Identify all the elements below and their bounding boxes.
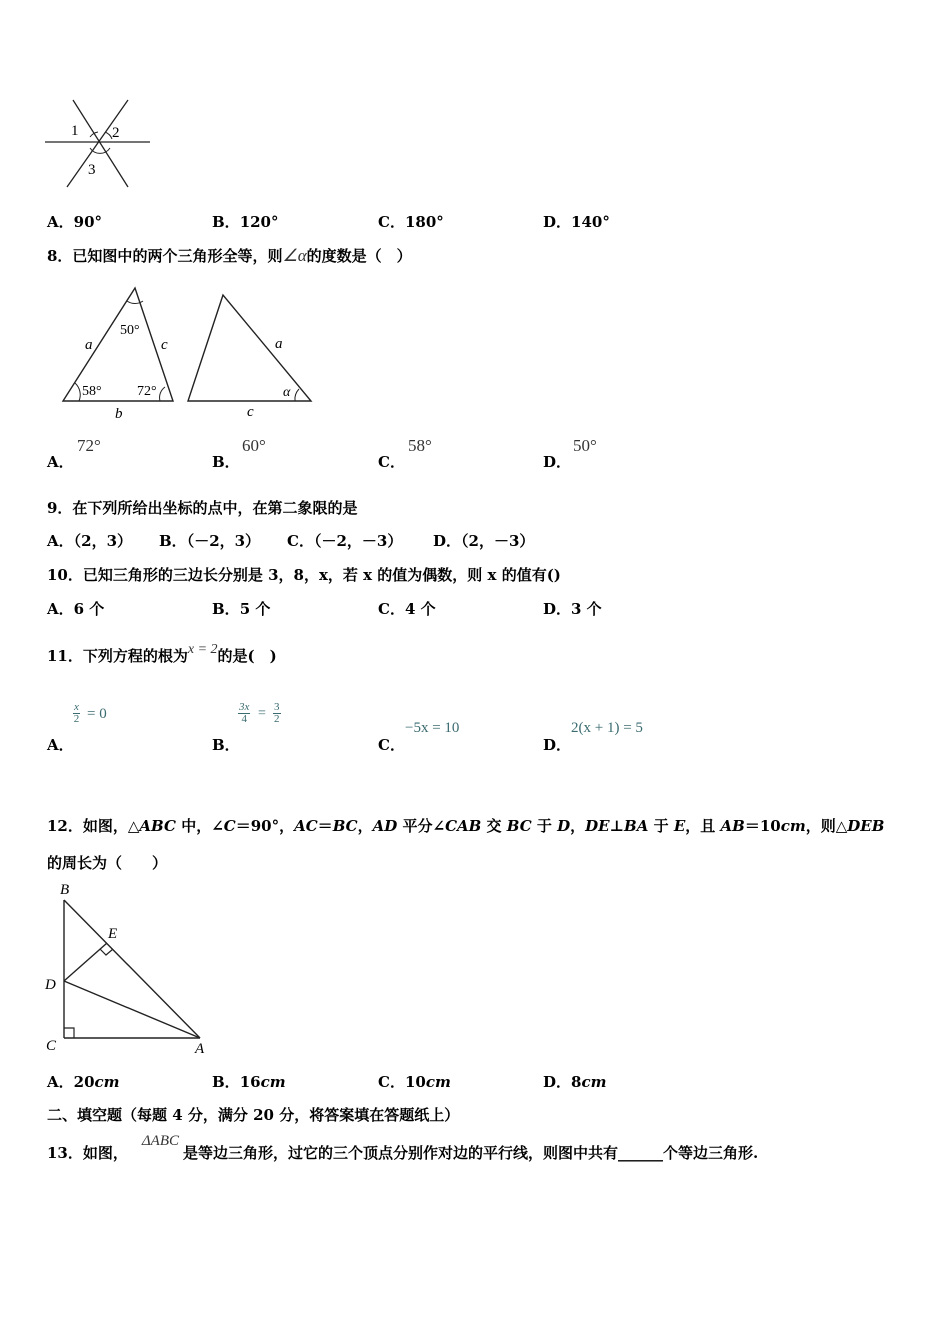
q8-tri1-angle-top: 50°	[120, 323, 140, 338]
option-letter: D．	[543, 1073, 572, 1091]
q11-stem-post: 的是( )	[217, 647, 277, 665]
option-number: 16	[239, 1073, 261, 1091]
q12-label-e: E	[108, 926, 118, 942]
q7-option-a[interactable]	[47, 211, 102, 232]
option-letter: A．	[47, 1073, 74, 1091]
q8-tri2-label-c: c	[247, 404, 254, 420]
q12-option-b[interactable]	[212, 1071, 286, 1092]
q11-d-equation: 2(x + 1) = 5	[571, 720, 643, 736]
q8-option-b[interactable]	[212, 436, 332, 471]
q11-b-fraction-left	[238, 702, 250, 725]
stem-part: DE	[585, 817, 610, 835]
fraction-numerator: 3x	[239, 701, 250, 713]
option-text: （2，3）	[73, 532, 133, 550]
q7-angle-figure	[40, 95, 160, 190]
stem-part: C	[223, 817, 236, 835]
stem-part: AD	[372, 817, 398, 835]
option-letter: B．	[212, 600, 240, 618]
q8-tri1-angle-right: 72°	[137, 384, 157, 399]
q13-stem-pre: 13．如图，	[47, 1144, 128, 1162]
option-text: 180°	[404, 213, 444, 231]
q11-b-equals: =	[258, 706, 266, 721]
q7-option-c[interactable]	[378, 211, 444, 232]
q11-stem	[47, 642, 277, 666]
stem-part: 中，∠	[175, 817, 224, 835]
section-2-heading: 二、填空题（每题 4 分，满分 20 分，将答案填在答题纸上）	[47, 1106, 460, 1124]
q8-option-c[interactable]	[378, 436, 498, 471]
fraction-numerator: 3	[274, 701, 280, 713]
q11-option-b[interactable]	[212, 700, 332, 754]
option-letter: C．	[378, 213, 405, 231]
stem-part: ，	[357, 817, 373, 835]
option-text: 140°	[571, 213, 610, 231]
q9-option-d[interactable]	[433, 530, 534, 551]
q7-option-b[interactable]	[212, 211, 279, 232]
option-unit: cm	[581, 1073, 607, 1091]
q8-triangles-figure	[55, 283, 320, 423]
option-letter: B．	[212, 736, 240, 754]
option-text: 3 个	[571, 600, 602, 618]
q12-stem-line1	[47, 815, 884, 836]
q12-label-a: A	[195, 1041, 205, 1057]
option-number: 8	[571, 1073, 582, 1091]
stem-part: ＝90°，	[235, 817, 295, 835]
q9-option-c[interactable]	[287, 530, 402, 551]
stem-part: ，则△	[805, 817, 848, 835]
q12-label-b: B	[60, 882, 70, 898]
q8-stem-math: ∠α	[282, 246, 307, 265]
stem-part: AB	[720, 817, 745, 835]
q10-option-a[interactable]	[47, 598, 104, 619]
stem-part: 交	[481, 817, 507, 835]
q10-option-d[interactable]	[543, 598, 602, 619]
option-letter: A．	[47, 453, 74, 471]
option-letter: B．	[159, 532, 187, 550]
option-letter: D．	[433, 532, 462, 550]
option-letter: A．	[47, 532, 74, 550]
q8-tri1-label-c: c	[161, 337, 168, 353]
fraction-numerator: x	[74, 701, 79, 713]
option-unit: cm	[425, 1073, 451, 1091]
option-number: 10	[404, 1073, 426, 1091]
q11-option-d[interactable]	[543, 700, 693, 754]
q11-a-fraction	[73, 702, 80, 725]
option-text: 4 个	[404, 600, 436, 618]
option-text: 90°	[73, 213, 103, 231]
stem-part: D	[557, 817, 571, 835]
q11-a-rest: = 0	[87, 706, 107, 722]
q8-stem	[47, 245, 412, 266]
q12-option-c[interactable]	[378, 1071, 451, 1092]
stem-part: ABC	[139, 817, 176, 835]
stem-part: DEB	[847, 817, 885, 835]
option-text: （－2，－3）	[313, 532, 403, 550]
q12-option-a[interactable]	[47, 1071, 120, 1092]
q8-tri2-label-alpha: α	[283, 385, 291, 400]
q10-option-b[interactable]	[212, 598, 270, 619]
q9-stem: 9．在下列所给出坐标的点中，在第二象限的是	[47, 499, 358, 517]
q9-option-b[interactable]	[159, 530, 260, 551]
option-unit: cm	[94, 1073, 120, 1091]
fraction-denominator: 2	[274, 713, 280, 725]
option-text: （－2，3）	[186, 532, 261, 550]
fraction-denominator: 2	[73, 713, 80, 725]
q12-label-d: D	[45, 977, 56, 993]
stem-part: ⊥	[609, 817, 625, 835]
option-letter: C．	[378, 1073, 405, 1091]
stem-part: BC	[506, 817, 532, 835]
stem-part: ，且	[685, 817, 721, 835]
q9-option-a[interactable]	[47, 530, 132, 551]
q7-label-3: 3	[88, 162, 96, 178]
stem-part: CAB	[445, 817, 482, 835]
fraction-denominator: 4	[241, 713, 247, 725]
q13-stem-math: ΔABC	[141, 1133, 180, 1149]
q12-stem-line2: 的周长为（ ）	[47, 854, 168, 872]
q12-triangle-figure	[40, 878, 215, 1058]
stem-part: ，	[570, 817, 586, 835]
q11-c-equation: −5x = 10	[405, 720, 460, 736]
option-text: 120°	[239, 213, 279, 231]
q8-tri2-label-a: a	[275, 336, 283, 352]
q11-stem-math: x = 2	[187, 642, 218, 657]
option-unit: cm	[260, 1073, 286, 1091]
q8-tri1-label-b: b	[115, 406, 123, 422]
q10-option-c[interactable]	[378, 598, 436, 619]
q8-tri1-label-a: a	[85, 337, 93, 353]
q7-label-2: 2	[112, 125, 120, 141]
q8-option-d[interactable]	[543, 436, 663, 471]
q8-option-a[interactable]	[47, 436, 167, 471]
stem-part: 12．如图，△	[47, 817, 140, 835]
option-letter: C．	[378, 600, 405, 618]
option-letter: A．	[47, 213, 74, 231]
q11-option-c[interactable]	[378, 700, 528, 754]
stem-part: cm	[780, 817, 806, 835]
option-letter: B．	[212, 453, 240, 471]
option-letter: C．	[378, 453, 405, 471]
q8-tri1-angle-left: 58°	[82, 384, 102, 399]
stem-part: BC	[332, 817, 358, 835]
q10-stem: 10．已知三角形的三边长分别是 3，8，x，若 x 的值为偶数，则 x 的值有()	[47, 566, 561, 584]
q12-option-d[interactable]	[543, 1071, 606, 1092]
q13-stem	[47, 1133, 759, 1163]
stem-part: ＝10	[744, 817, 781, 835]
option-letter: C．	[287, 532, 314, 550]
stem-part: ＝	[317, 817, 333, 835]
option-text: 6 个	[73, 600, 105, 618]
option-value: 58°	[408, 436, 432, 455]
option-letter: C．	[378, 736, 405, 754]
q11-option-a[interactable]	[47, 700, 167, 754]
q7-option-d[interactable]	[543, 211, 610, 232]
q8-stem-pre: 8．已知图中的两个三角形全等，则	[47, 247, 283, 265]
q7-label-1: 1	[71, 123, 79, 139]
option-letter: D．	[543, 213, 572, 231]
stem-part: 平分∠	[397, 817, 446, 835]
stem-part: BA	[624, 817, 649, 835]
option-value: 60°	[242, 436, 266, 455]
option-letter: B．	[212, 213, 240, 231]
option-value: 50°	[573, 436, 597, 455]
option-letter: D．	[543, 600, 572, 618]
stem-part: E	[673, 817, 686, 835]
option-letter: A．	[47, 736, 74, 754]
q13-stem-post: 是等边三角形，过它的三个顶点分别作对边的平行线，则图中共有______个等边三角形.	[183, 1144, 759, 1162]
option-value: 72°	[77, 436, 101, 455]
q11-b-fraction-right	[273, 702, 281, 725]
q8-stem-post: 的度数是（ ）	[306, 247, 412, 265]
option-letter: D．	[543, 736, 572, 754]
option-letter: A．	[47, 600, 74, 618]
stem-part: 于	[648, 817, 674, 835]
stem-part: AC	[294, 817, 318, 835]
q12-label-c: C	[46, 1038, 57, 1054]
option-letter: D．	[543, 453, 572, 471]
q11-stem-pre: 11．下列方程的根为	[47, 647, 188, 665]
option-number: 20	[73, 1073, 95, 1091]
option-letter: B．	[212, 1073, 240, 1091]
stem-part: 于	[531, 817, 558, 835]
option-text: （2，－3）	[461, 532, 535, 550]
option-text: 5 个	[239, 600, 271, 618]
